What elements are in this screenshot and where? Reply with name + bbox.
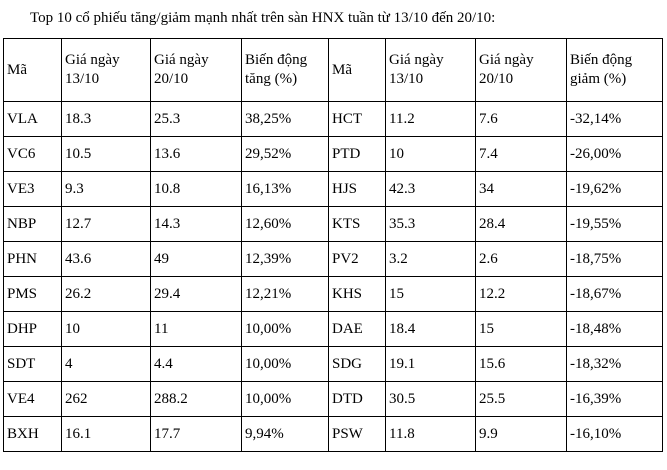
gainer-change-cell: 12,60% [242,207,329,242]
loser-price-13-cell: 15 [386,277,476,312]
loser-price-20-cell: 7.6 [476,102,567,137]
loser-price-20-cell: 28.4 [476,207,567,242]
loser-price-13-cell: 30.5 [386,382,476,417]
loser-price-20-cell: 12.2 [476,277,567,312]
gainer-price-13-cell: 26.2 [62,277,151,312]
table-row [4,172,663,207]
stock-table [3,38,663,452]
loser-price-20-cell: 15.6 [476,347,567,382]
table-header [4,39,663,102]
header-gainer-price-13: Giá ngày 13/10 [62,39,151,102]
table-row [4,347,663,382]
loser-code-cell: DAE [329,312,386,347]
loser-change-cell: -18,32% [567,347,663,382]
gainer-price-20-cell: 13.6 [151,137,242,172]
table-row [4,242,663,277]
gainer-change-cell: 16,13% [242,172,329,207]
gainer-code-cell: PMS [4,277,62,312]
gainer-code-cell: VE3 [4,172,62,207]
loser-code-cell: SDG [329,347,386,382]
table-body [4,102,663,452]
gainer-code-cell: SDT [4,347,62,382]
loser-code-cell: KHS [329,277,386,312]
loser-change-cell: -16,10% [567,417,663,452]
gainer-change-cell: 12,21% [242,277,329,312]
loser-code-cell: PSW [329,417,386,452]
loser-price-13-cell: 11.8 [386,417,476,452]
gainer-change-cell: 10,00% [242,382,329,417]
gainer-change-cell: 10,00% [242,347,329,382]
table-row [4,207,663,242]
table-row [4,312,663,347]
gainer-price-13-cell: 10.5 [62,137,151,172]
loser-change-cell: -18,67% [567,277,663,312]
loser-code-cell: HCT [329,102,386,137]
loser-change-cell: -18,75% [567,242,663,277]
gainer-price-13-cell: 9.3 [62,172,151,207]
loser-code-cell: KTS [329,207,386,242]
header-loser-price-13: Giá ngày 13/10 [386,39,476,102]
gainer-code-cell: DHP [4,312,62,347]
gainer-change-cell: 12,39% [242,242,329,277]
gainer-price-13-cell: 262 [62,382,151,417]
gainer-price-20-cell: 288.2 [151,382,242,417]
loser-price-13-cell: 18.4 [386,312,476,347]
gainer-code-cell: VC6 [4,137,62,172]
header-gainer-change: Biến động tăng (%) [242,39,329,102]
gainer-code-cell: PHN [4,242,62,277]
gainer-price-13-cell: 4 [62,347,151,382]
gainer-price-20-cell: 10.8 [151,172,242,207]
loser-price-20-cell: 34 [476,172,567,207]
gainer-price-13-cell: 10 [62,312,151,347]
gainer-price-20-cell: 17.7 [151,417,242,452]
table-row [4,137,663,172]
gainer-change-cell: 10,00% [242,312,329,347]
loser-price-20-cell: 2.6 [476,242,567,277]
gainer-price-13-cell: 43.6 [62,242,151,277]
table-row [4,417,663,452]
gainer-price-20-cell: 4.4 [151,347,242,382]
gainer-price-20-cell: 29.4 [151,277,242,312]
loser-price-20-cell: 15 [476,312,567,347]
gainer-code-cell: NBP [4,207,62,242]
loser-price-13-cell: 42.3 [386,172,476,207]
page-title: Top 10 cổ phiếu tăng/giảm mạnh nhất trên sàn HNX tuần từ 13/10 đến 20/10: [30,10,496,26]
gainer-change-cell: 9,94% [242,417,329,452]
loser-code-cell: HJS [329,172,386,207]
header-loser-change: Biến động giảm (%) [567,39,663,102]
loser-change-cell: -26,00% [567,137,663,172]
loser-price-20-cell: 9.9 [476,417,567,452]
gainer-price-20-cell: 14.3 [151,207,242,242]
loser-change-cell: -32,14% [567,102,663,137]
gainer-code-cell: VE4 [4,382,62,417]
table-row [4,382,663,417]
loser-code-cell: PV2 [329,242,386,277]
gainer-change-cell: 29,52% [242,137,329,172]
loser-change-cell: -19,55% [567,207,663,242]
gainer-price-13-cell: 18.3 [62,102,151,137]
gainer-price-13-cell: 12.7 [62,207,151,242]
gainer-change-cell: 38,25% [242,102,329,137]
loser-price-13-cell: 10 [386,137,476,172]
table-row [4,102,663,137]
gainer-code-cell: BXH [4,417,62,452]
header-loser-code: Mã [329,39,386,102]
loser-price-20-cell: 25.5 [476,382,567,417]
loser-price-13-cell: 35.3 [386,207,476,242]
gainer-price-20-cell: 25.3 [151,102,242,137]
loser-change-cell: -16,39% [567,382,663,417]
gainer-price-20-cell: 11 [151,312,242,347]
gainer-price-13-cell: 16.1 [62,417,151,452]
header-loser-price-20: Giá ngày 20/10 [476,39,567,102]
loser-code-cell: PTD [329,137,386,172]
loser-price-20-cell: 7.4 [476,137,567,172]
gainer-price-20-cell: 49 [151,242,242,277]
loser-change-cell: -19,62% [567,172,663,207]
header-gainer-price-20: Giá ngày 20/10 [151,39,242,102]
gainer-code-cell: VLA [4,102,62,137]
header-row [4,39,663,102]
loser-change-cell: -18,48% [567,312,663,347]
loser-price-13-cell: 19.1 [386,347,476,382]
table-row [4,277,663,312]
loser-code-cell: DTD [329,382,386,417]
header-gainer-code: Mã [4,39,62,102]
loser-price-13-cell: 3.2 [386,242,476,277]
loser-price-13-cell: 11.2 [386,102,476,137]
